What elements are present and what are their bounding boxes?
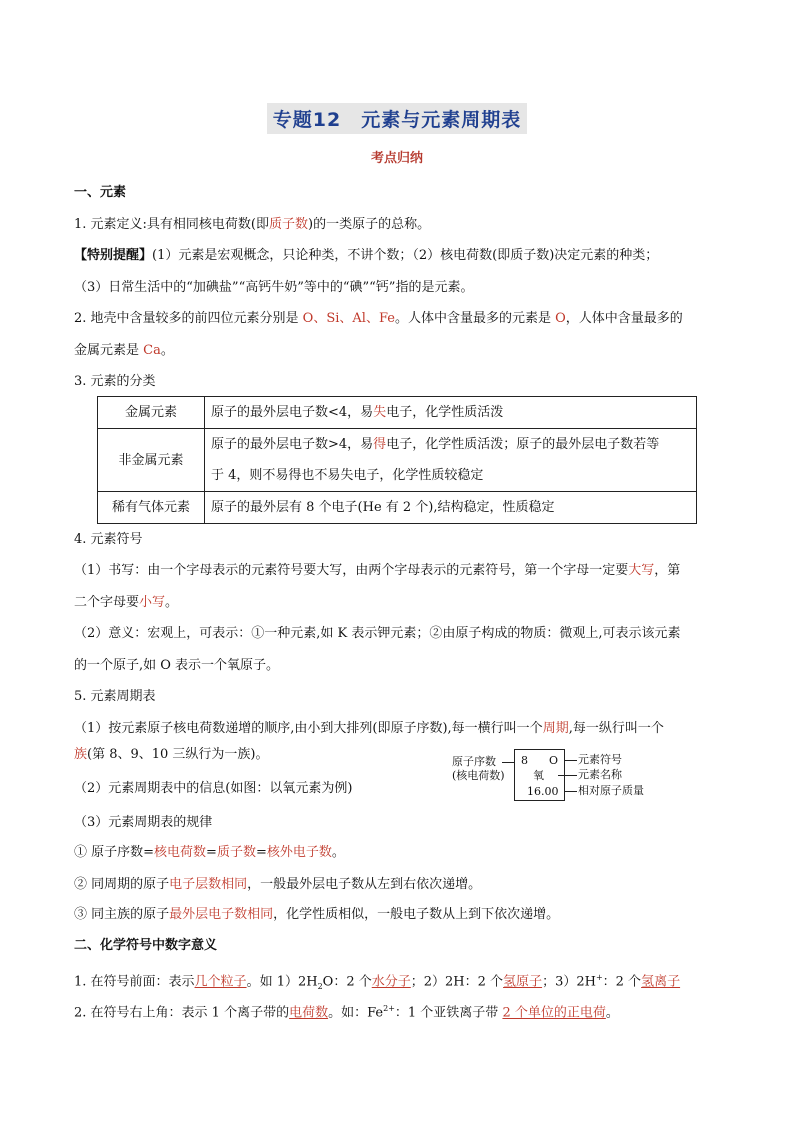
periodic-line-2: （2）元素周期表中的信息(如图：以氧元素为例)	[74, 781, 353, 796]
classification-table	[97, 396, 697, 524]
table-cell: 原子的最外层有 8 个电子(He 有 2 个),结构稳定，性质稳定	[205, 492, 697, 524]
table-row	[98, 492, 697, 524]
table-cell: 金属元素	[98, 397, 205, 429]
section-heading-symbols: 二、化学符号中数字意义	[74, 938, 218, 953]
element-card-figure	[452, 749, 662, 801]
rule-line-2: ② 同周期的原子电子层数相同，一般最外层电子数从左到右依次递增。	[74, 877, 482, 892]
table-row	[98, 397, 697, 429]
table-row	[98, 429, 697, 492]
classification-heading: 3. 元素的分类	[74, 374, 156, 389]
periodic-line-1: （1）按元素原子核电荷数递增的顺序,由小到大排列(即原子序数),每一横行叫一个周期,每一纵行叫一个	[74, 721, 664, 736]
table-cell: 非金属元素	[98, 429, 205, 492]
page-subtitle: 考点归纳	[370, 151, 423, 166]
arrow-line	[502, 762, 514, 763]
table-cell: 稀有气体元素	[98, 492, 205, 524]
atomic-mass: 16.00	[527, 785, 559, 798]
symbol-heading: 4. 元素符号	[74, 532, 143, 547]
tip-line-3: （3）日常生活中的“加碘盐”“高钙牛奶”等中的“碘”“钙”指的是元素。	[74, 280, 474, 295]
symbol-caption: 元素符号	[578, 753, 622, 766]
periodic-line-3: （3）元素周期表的规律	[74, 815, 213, 830]
arrow-line	[558, 775, 577, 776]
crust-line: 2. 地壳中含量较多的前四位元素分别是 O、Si、Al、Fe。人体中含量最多的元素是 O，人体中含量最多的	[74, 311, 683, 326]
symbol-meaning-line-2: 的一个原子,如 O 表示一个氧原子。	[74, 658, 280, 673]
symbol-superscript-line: 2. 在符号右上角：表示 1 个离子带的电荷数。如：$Fe^{2+}$：1 个亚铁离子带 2 个单位的正电荷。	[74, 1004, 619, 1021]
rule-line-3: ③ 同主族的原子最外层电子数相同，化学性质相似，一般电子数从上到下依次递增。	[74, 907, 560, 922]
table-cell: 原子的最外层电子数<4，易失电子，化学性质活泼	[205, 397, 697, 429]
mass-caption: 相对原子质量	[578, 784, 644, 797]
symbol-meaning-line: （2）意义：宏观上，可表示：①一种元素,如 K 表示钾元素；②由原子构成的物质：微观上,可表示该元素	[74, 626, 681, 641]
arrow-line	[565, 791, 577, 792]
arrow-line	[565, 760, 577, 761]
symbol-writing-line: （1）书写：由一个字母表示的元素符号要大写，由两个字母表示的元素符号，第一个字母一定要大写，第	[74, 563, 681, 578]
section-heading-elements: 一、元素	[74, 185, 127, 200]
periodic-line-1b: 族(第 8、9、10 三纵行为一族)。	[74, 747, 269, 762]
metal-line: 金属元素是 Ca。	[74, 343, 174, 358]
name-caption: 元素名称	[578, 768, 622, 781]
symbol-writing-line-2: 二个字母要小写。	[74, 595, 179, 610]
symbol-front-line: 1. 在符号前面：表示几个粒子。如 $1)2H_2O$：2 个水分子；2）2H：2 个氢原子；3）2H+：2 个氢离子	[74, 973, 681, 991]
periodic-table-heading: 5. 元素周期表	[74, 689, 156, 704]
definition-line: 1. 元素定义:具有相同核电荷数(即质子数)的一类原子的总称。	[74, 217, 431, 232]
table-cell: 原子的最外层电子数>4，易得电子，化学性质活泼；原子的最外层电子数若等 于 4，则不易得也不易失电子，化学性质较稳定	[205, 429, 697, 492]
element-symbol: O	[549, 754, 559, 767]
rule-line-1: ① 原子序数=核电荷数=质子数=核外电子数。	[74, 845, 345, 860]
nuclear-charge-label: (核电荷数)	[452, 769, 505, 782]
page-title: 专题12 元素与元素周期表	[267, 103, 527, 134]
element-name: 氧	[533, 769, 544, 782]
atomic-number-label: 原子序数	[452, 755, 496, 768]
tip-line: 【特别提醒】(1）元素是宏观概念，只论种类，不讲个数；（2）核电荷数(即质子数)决定元素的种类；	[74, 248, 659, 263]
atomic-number: 8	[521, 754, 528, 767]
